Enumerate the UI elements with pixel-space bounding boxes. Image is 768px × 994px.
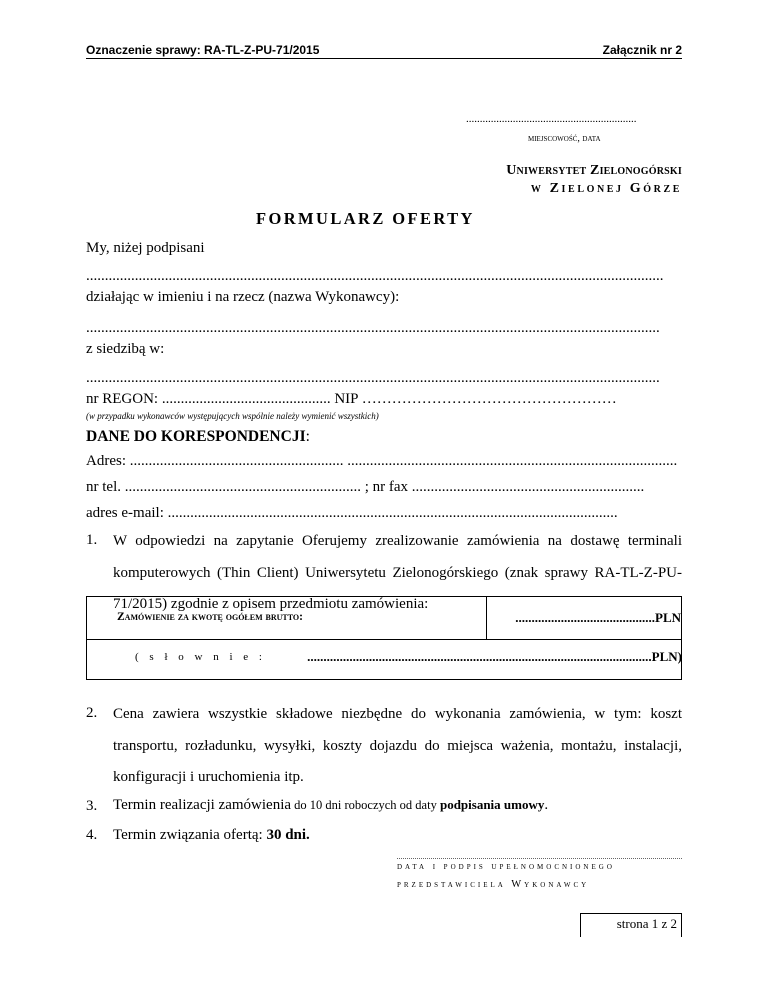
item-1-number: 1. [86,532,98,548]
price-in-words-value[interactable]: ..........................................................................................................PLN) [307,649,682,664]
item-4-number: 4. [86,827,98,843]
correspondence-heading-colon: : [305,428,310,445]
email-line[interactable]: adres e-mail: ........................................................................................................................ [86,505,618,521]
total-price-amount[interactable]: ...........................................PLN [515,610,681,625]
joint-contractors-note: (w przypadku wykonawców występujących wspólnie należy wymienić wszystkich) [86,411,379,421]
page-number-box [580,913,682,937]
correspondence-heading-text: DANE DO KORESPONDENCJI [86,428,306,445]
name-dots-line[interactable]: .......................................................................................................................................................... [86,268,664,284]
case-reference: Oznaczenie sprawy: RA-TL-Z-PU-71/2015 [86,43,320,57]
item-3-text [113,797,548,814]
item-1-text: W odpowiedzi na zapytanie Oferujemy zrealizowanie zamówienia na dostawę terminali komputerowych (Thin Client) Uniwersytetu Zielonogórskiego (znak sprawy RA-TL-Z-PU-71/2015) zgodnie z opisem przedmiotu zamówienia: [113,533,682,612]
header-divider [86,58,682,59]
signature-line[interactable] [397,858,682,859]
phone-fax-line[interactable]: nr tel. ............................................................... ; nr fax .............................................................. [86,479,645,495]
we-undersigned-label: My, niżej podpisani [86,240,205,256]
signature-label-2: przedstawiciela Wykonawcy [397,879,590,890]
university-name: Uniwersytet Zielonogórski [506,163,682,178]
university-city: w Zielonej Górze [530,181,682,196]
item-4-text [113,827,310,844]
acting-for-label: działając w imieniu i na rzecz (nazwa Wykonawcy): [86,289,400,305]
address-line[interactable]: Adres: ......................................................... ........................................................................................ [86,453,678,469]
price-in-words-label: ( s ł o w n i e : [135,651,266,663]
price-table-row [86,596,682,640]
item-3-number: 3. [86,798,98,814]
item-3-text-b: do 10 dni roboczych od daty [291,798,440,812]
signature-label-1: data i podpis upełnomocnionego [397,861,615,872]
correspondence-heading [86,428,310,446]
item-3-text-d: . [544,797,549,813]
price-table-divider [486,597,487,639]
item-4-text-b: 30 dni. [266,827,310,843]
seat-dots-line[interactable]: ......................................................................................................................................................... [86,370,660,386]
attachment-number: Załącznik nr 2 [602,43,682,57]
item-2-text: Cena zawiera wszystkie składowe niezbędne do wykonania zamówienia, w tym: koszt transportu, rozładunku, wysyłki, koszty dojazdu do miejsca ważenia, montażu, instalacji, konfiguracji i uruchomienia itp. [113,706,682,785]
page-number: strona 1 z 2 [616,916,677,931]
contractor-dots-line[interactable]: ......................................................................................................................................................... [86,320,660,336]
place-date-label: miejscowość, data [528,133,601,144]
item-3-text-a: Termin realizacji zamówienia [113,797,292,813]
item-2-number: 2. [86,705,98,721]
total-price-label: Zamówienie za kwotę ogółem brutto: [117,611,303,623]
place-date-dots: .............................................................. [466,113,637,125]
item-4-text-a: Termin związania ofertą: [113,827,267,843]
price-words-row [86,640,682,680]
page-title: FORMULARZ OFERTY [256,209,475,228]
item-3-text-c: podpisania umowy [439,797,545,812]
regon-nip-line[interactable]: nr REGON: ............................................. NIP …………………………………………… [86,391,617,407]
seat-label: z siedzibą w: [86,341,165,357]
